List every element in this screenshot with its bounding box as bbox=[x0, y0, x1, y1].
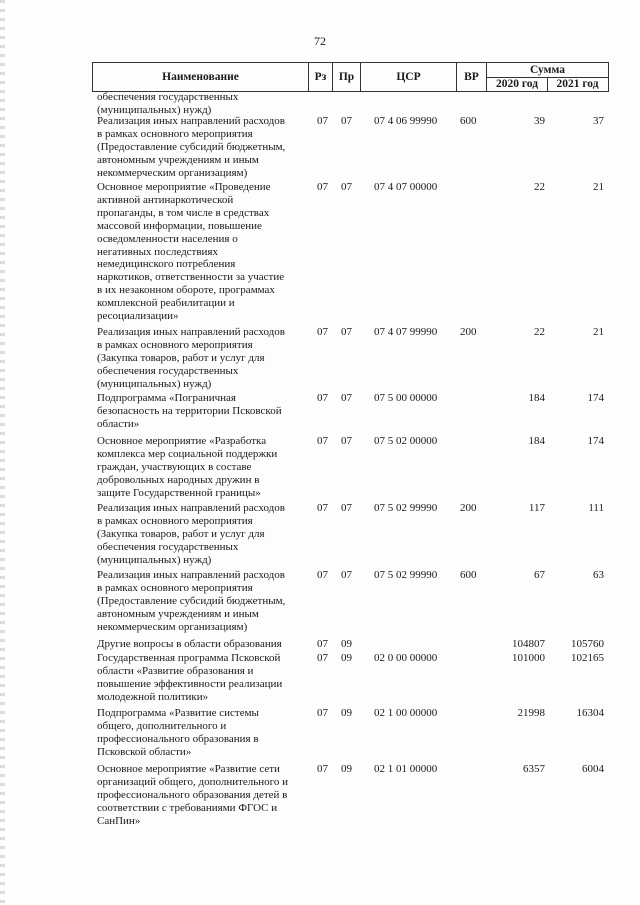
row-pr: 07 bbox=[341, 502, 352, 514]
header-pr: Пр bbox=[333, 63, 361, 91]
row-pr: 09 bbox=[341, 763, 352, 775]
row-pr: 09 bbox=[341, 707, 352, 719]
header-csr: ЦСР bbox=[361, 63, 457, 91]
row-name: Основное мероприятие «Проведение активной антинаркотической пропаганды, в том числе в средствах массовой информации, повышение осведомленности населения о негативных последствиях немедицинского потребления наркотиков, ответственности за участие в их незаконном обороте, программах комплексной реабилитации и ресоциализации» bbox=[97, 181, 285, 323]
row-csr: 07 4 06 99990 bbox=[374, 115, 438, 127]
row-name: Основное мероприятие «Развитие сети организаций общего, дополнительного и профессионального образования детей в соответствии с требованиями ФГОС и СанПин» bbox=[97, 763, 289, 827]
row-name: обеспечения государственных (муниципальных) нужд) bbox=[97, 91, 239, 116]
row-rz: 07 bbox=[317, 638, 328, 650]
table-row bbox=[0, 181, 640, 326]
header-rz: Рз bbox=[309, 63, 333, 91]
row-sum-2021: 6004 bbox=[582, 763, 604, 775]
row-sum-2020: 184 bbox=[528, 392, 545, 404]
table-header bbox=[92, 62, 609, 92]
header-vr: ВР bbox=[457, 63, 487, 91]
row-rz: 07 bbox=[317, 326, 328, 338]
row-sum-2020: 22 bbox=[534, 326, 545, 338]
row-pr: 07 bbox=[341, 181, 352, 193]
row-name: Реализация иных направлений расходов в рамках основного мероприятия (Предоставление субсидий бюджетным, автономным учреждениям и иным некоммерческим организациям) bbox=[97, 569, 286, 633]
table-row bbox=[0, 638, 640, 652]
row-rz: 07 bbox=[317, 763, 328, 775]
row-csr: 02 1 01 00000 bbox=[374, 763, 438, 775]
row-pr: 07 bbox=[341, 435, 352, 447]
row-rz: 07 bbox=[317, 707, 328, 719]
row-name: Основное мероприятие «Разработка комплекса мер социальной поддержки граждан, участвующих в составе добровольных народных дружин в защите Государственной границы» bbox=[97, 435, 278, 499]
row-csr: 02 0 00 00000 bbox=[374, 652, 438, 664]
row-sum-2021: 174 bbox=[587, 435, 604, 447]
table-body bbox=[0, 91, 640, 829]
table-row bbox=[0, 707, 640, 763]
row-rz: 07 bbox=[317, 435, 328, 447]
row-sum-2021: 37 bbox=[593, 115, 604, 127]
table-row bbox=[0, 392, 640, 435]
table-row bbox=[0, 652, 640, 707]
row-pr: 09 bbox=[341, 652, 352, 664]
row-sum-2021: 16304 bbox=[576, 707, 604, 719]
row-sum-2021: 102165 bbox=[571, 652, 604, 664]
table-row bbox=[0, 326, 640, 392]
row-pr: 07 bbox=[341, 392, 352, 404]
row-csr: 07 5 00 00000 bbox=[374, 392, 438, 404]
row-sum-2020: 21998 bbox=[517, 707, 545, 719]
header-sum: Сумма bbox=[487, 63, 608, 78]
row-sum-2020: 117 bbox=[528, 502, 545, 514]
row-sum-2021: 63 bbox=[593, 569, 604, 581]
row-name: Подпрограмма «Развитие системы общего, дополнительного и профессионального образования в Псковской области» bbox=[97, 707, 259, 758]
row-name: Реализация иных направлений расходов в рамках основного мероприятия (Предоставление субсидий бюджетным, автономным учреждениям и иным некоммерческим организациям) bbox=[97, 115, 286, 179]
table-row bbox=[0, 435, 640, 502]
row-rz: 07 bbox=[317, 502, 328, 514]
row-rz: 07 bbox=[317, 652, 328, 664]
row-sum-2021: 174 bbox=[587, 392, 604, 404]
header-year-2020: 2020 год bbox=[487, 77, 548, 91]
row-name: Реализация иных направлений расходов в рамках основного мероприятия (Закупка товаров, работ и услуг для обеспечения государственных (муниципальных) нужд) bbox=[97, 502, 285, 566]
table-row bbox=[0, 763, 640, 829]
row-csr: 02 1 00 00000 bbox=[374, 707, 438, 719]
row-csr: 07 4 07 00000 bbox=[374, 181, 438, 193]
row-pr: 07 bbox=[341, 569, 352, 581]
row-sum-2020: 39 bbox=[534, 115, 545, 127]
row-name: Другие вопросы в области образования bbox=[97, 638, 282, 650]
row-csr: 07 5 02 99990 bbox=[374, 502, 438, 514]
row-csr: 07 5 02 99990 bbox=[374, 569, 438, 581]
row-csr: 07 5 02 00000 bbox=[374, 435, 438, 447]
table-row bbox=[0, 502, 640, 569]
row-rz: 07 bbox=[317, 392, 328, 404]
row-sum-2020: 67 bbox=[534, 569, 545, 581]
row-sum-2020: 6357 bbox=[523, 763, 545, 775]
table-row bbox=[0, 569, 640, 638]
row-pr: 09 bbox=[341, 638, 352, 650]
row-sum-2021: 21 bbox=[593, 181, 604, 193]
row-sum-2021: 111 bbox=[588, 502, 604, 514]
row-sum-2021: 105760 bbox=[571, 638, 604, 650]
row-rz: 07 bbox=[317, 115, 328, 127]
row-sum-2021: 21 bbox=[593, 326, 604, 338]
row-sum-2020: 104807 bbox=[512, 638, 545, 650]
row-name: Подпрограмма «Пограничная безопасность на территории Псковской области» bbox=[97, 392, 282, 430]
table-row bbox=[0, 91, 640, 115]
row-rz: 07 bbox=[317, 181, 328, 193]
table-row bbox=[0, 115, 640, 181]
row-sum-2020: 184 bbox=[528, 435, 545, 447]
row-pr: 07 bbox=[341, 115, 352, 127]
row-sum-2020: 22 bbox=[534, 181, 545, 193]
row-name: Государственная программа Псковской области «Развитие образования и повышение эффективности реализации молодежной политики» bbox=[97, 652, 283, 703]
header-name: Наименование bbox=[93, 63, 309, 91]
row-sum-2020: 101000 bbox=[512, 652, 545, 664]
row-csr: 07 4 07 99990 bbox=[374, 326, 438, 338]
row-vr: 600 bbox=[460, 569, 477, 581]
row-name: Реализация иных направлений расходов в рамках основного мероприятия (Закупка товаров, работ и услуг для обеспечения государственных (муниципальных) нужд) bbox=[97, 326, 285, 390]
header-year-2021: 2021 год bbox=[556, 78, 599, 90]
row-vr: 200 bbox=[460, 502, 477, 514]
row-vr: 200 bbox=[460, 326, 477, 338]
header-sum-group bbox=[487, 63, 608, 91]
row-pr: 07 bbox=[341, 326, 352, 338]
row-vr: 600 bbox=[460, 115, 477, 127]
row-rz: 07 bbox=[317, 569, 328, 581]
page-number: 72 bbox=[314, 34, 326, 48]
